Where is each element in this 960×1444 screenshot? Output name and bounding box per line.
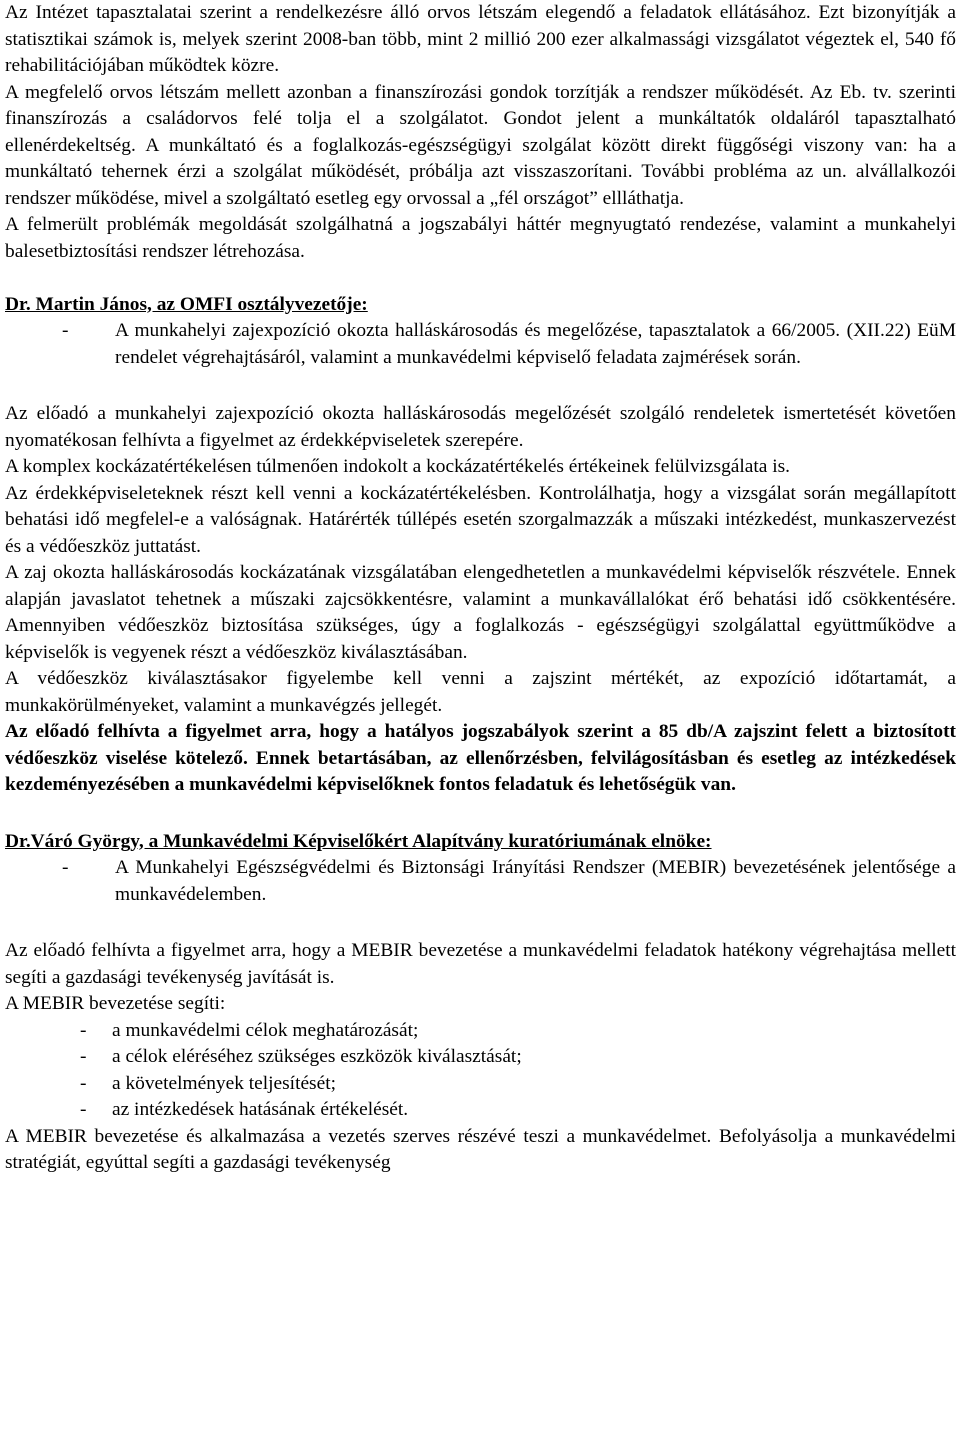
dash-marker: - — [80, 1099, 87, 1120]
paragraph: Az Intézet tapasztalatai szerint a rendelkezésre álló orvos létszám elegendő a feladatok ellátásához. Ezt bizonyítják a statisztikai számok is, melyek szerint 2008-ban több, mint 2 millió 200 ezer alkalmassági vizsgálatot végeztek el, 540 fő rehabilitációjában működtek közre. — [5, 2, 956, 76]
dash-marker: - — [80, 1046, 87, 1067]
topic-text: A munkahelyi zajexpozíció okozta halláskárosodás és megelőzése, tapasztalatok a 66/2005. (XII.22) EüM rendelet végrehajtásáról, valamint a munkavédelmi képviselő feladata zajmérések során. — [115, 320, 956, 368]
list-item — [5, 1071, 956, 1098]
list-item-text: a célok eléréséhez szükséges eszközök kiválasztását; — [112, 1046, 522, 1067]
list-item — [5, 1018, 956, 1045]
paragraph: Az érdekképviseleteknek részt kell venni a kockázatértékelésben. Kontrolálhatja, hogy a vizsgálat során megállapított behatási idő megfelel-e a valóságnak. Határérték túllépés esetén szorgalmazzák a műszaki intézkedést, munkaszervezést és a védőeszköz juttatást. — [5, 482, 956, 557]
paragraph: A komplex kockázatértékelésen túlmenően indokolt a kockázatértékelés értékeinek felülvizsgálata is. — [5, 456, 790, 477]
document-page — [5, 0, 956, 1177]
list-item-text: a követelmények teljesítését; — [112, 1072, 336, 1094]
paragraph: A megfelelő orvos létszám mellett azonban a finanszírozási gondok torzítják a rendszer működését. Az Eb. tv. szerinti finanszírozás a családorvos felé tolja el a szolgálatot. Gondot jelent a munkáltatók oldaláról tapasztalható ellenérdekeltség. A munkáltató és a foglalkozás-egészségügyi szolgálat között direkt függőségi viszony van: ha a munkáltató tehernek érzi a szolgálat működését, próbálja azt visszaszorítani. További probléma az un. alvállalkozói rendszer működése, mivel a szolgáltató esetleg egy orvossal a „fél országot” ellláthatja. — [5, 81, 956, 209]
list-item — [5, 1044, 956, 1071]
bold-paragraph: Az előadó felhívta a figyelmet arra, hogy a hatályos jogszabályok szerint a 85 db/A zajszint felett a biztosított védőeszköz viselése kötelező. Ennek betartásában, az ellenőrzésben, felvilágosításban és esetleg az intézkedések kezdeményezésében a munkavédelmi képviselőknek fontos feladatuk és lehetőségük van. — [5, 721, 956, 795]
paragraph: Az előadó a munkahelyi zajexpozíció okozta halláskárosodás megelőzését szolgáló rendeletek ismertetését követően nyomatékosan felhívta a figyelmet az érdekképviseletek szerepére. — [5, 403, 956, 451]
paragraph: A védőeszköz kiválasztásakor figyelembe kell venni a zajszint mértékét, az expozíció időtartamát, a munkakörülményeket, valamint a munkavégzés jellegét. — [5, 668, 956, 716]
spacer — [5, 371, 956, 401]
dash-marker: - — [80, 1019, 87, 1041]
topic-item — [5, 855, 956, 908]
list-item-text: a munkavédelmi célok meghatározását; — [112, 1019, 419, 1041]
dash-marker: - — [62, 857, 69, 878]
paragraph: Az előadó felhívta a figyelmet arra, hogy a MEBIR bevezetése a munkavédelmi feladatok hatékony végrehajtása mellett segíti a gazdasági tevékenység javítását is. — [5, 940, 956, 988]
section-heading: Dr.Váró György, a Munkavédelmi Képviselőkért Alapítvány kuratóriumának elnöke: — [5, 830, 712, 852]
paragraph: A zaj okozta halláskárosodás kockázatának vizsgálatában elengedhetetlen a munkavédelmi képviselők részvétele. Ennek alapján javaslatot tehetnek a műszaki zajcsökkentésre, valamint a munkavállalókat érő behatási idő csökkentésére. Amennyiben védőeszköz biztosítása szükséges, úgy a foglalkozás - egészségügyi szolgálattal együttműködve a képviselők is vegyenek részt a védőeszköz kiválasztásában. — [5, 562, 956, 663]
dash-marker: - — [62, 320, 69, 341]
spacer — [5, 799, 956, 829]
spacer — [5, 265, 956, 292]
topic-text: A Munkahelyi Egészségvédelmi és Biztonsági Irányítási Rendszer (MEBIR) bevezetésének jelentősége a munkavédelemben. — [115, 857, 956, 905]
list-item-text: az intézkedések hatásának értékelését. — [112, 1099, 409, 1120]
dash-marker: - — [80, 1072, 87, 1094]
paragraph: A MEBIR bevezetése és alkalmazása a vezetés szerves részévé teszi a munkavédelmet. Befolyásolja a munkavédelmi stratégiát, egyúttal segíti a gazdasági tevékenység — [5, 1125, 956, 1173]
topic-item — [5, 318, 956, 371]
list-title: A MEBIR bevezetése segíti: — [5, 993, 226, 1014]
paragraph: A felmerült problémák megoldását szolgálhatná a jogszabályi háttér megnyugtató rendezése, valamint a munkahelyi balesetbiztosítási rendszer létrehozása. — [5, 214, 956, 262]
spacer — [5, 908, 956, 938]
section-heading: Dr. Martin János, az OMFI osztályvezetője: — [5, 293, 368, 315]
list-item — [5, 1097, 956, 1124]
